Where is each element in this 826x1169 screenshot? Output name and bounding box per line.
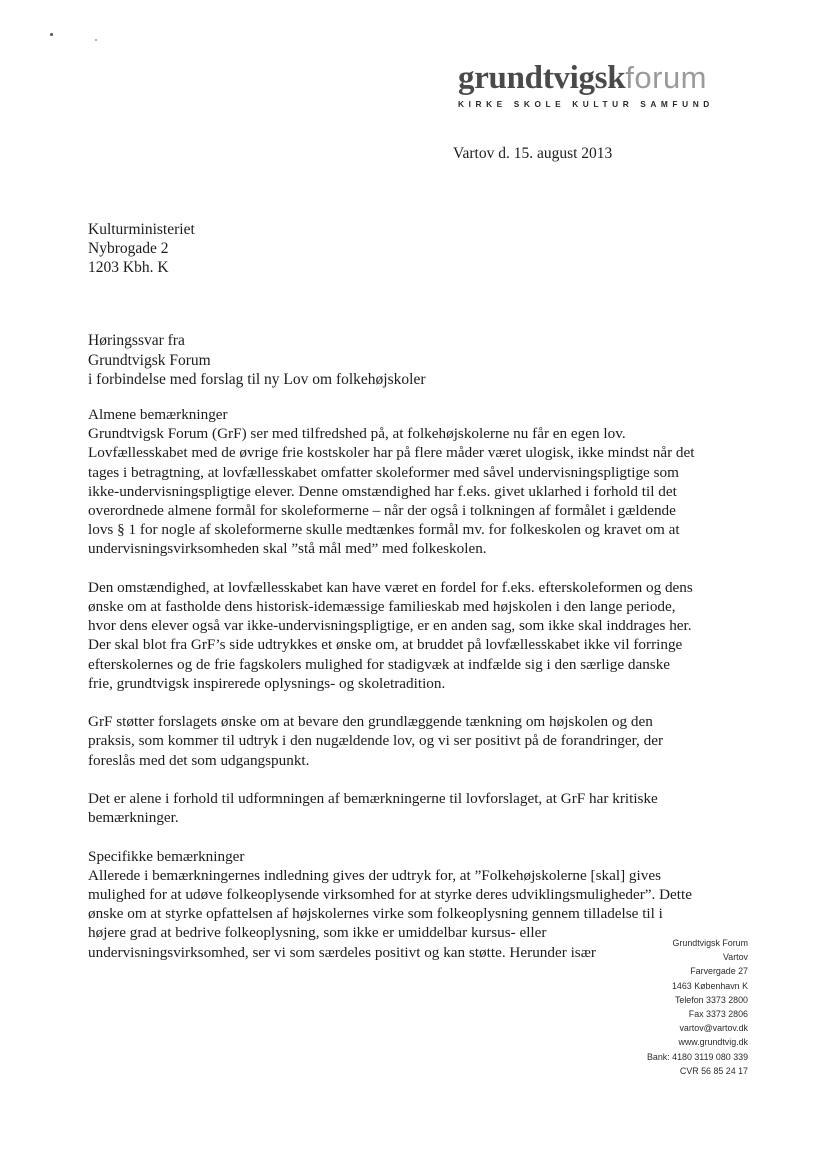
recipient-line: Kulturministeriet: [88, 221, 195, 238]
paragraph-line: lovs § 1 for nogle af skoleformerne skulle medtænkes formål mv. for folkeskolen og kravet om at: [88, 521, 680, 539]
letter-subject: [88, 331, 426, 390]
subject-line: Høringssvar fra: [88, 332, 185, 349]
paragraph-line: overordnede almene formål for skoleformerne – når der også i tolkningen af formålet i gældende: [88, 502, 676, 520]
footer-line: Bank: 4180 3119 080 339: [647, 1051, 748, 1062]
paragraph-line: tages i betragtning, at lovfællesskabet omfatter skoleformer med såvel undervisningspligtige som: [88, 463, 679, 481]
logo-light-text: forum: [625, 60, 708, 95]
section-heading-specific: Specifikke bemærkninger: [88, 847, 245, 865]
paragraph-line: bemærkninger.: [88, 809, 179, 827]
paragraph-line: hvor dens elever også var ikke-undervisningspligtige, er en anden sag, som ikke skal inddrages her.: [88, 617, 692, 635]
paragraph-line: ikke-undervisningspligtige elever. Denne omstændighed har f.eks. givet uklarhed i forhold til det: [88, 482, 677, 500]
letter-body: [88, 405, 728, 962]
sender-footer: [647, 936, 748, 1078]
paragraph-line: undervisningsvirksomhed, ser vi som særdeles positivt og kan støtte. Herunder især: [88, 943, 596, 961]
paragraph-line: Der skal blot fra GrF’s side udtrykkes et ønske om, at bruddet på lovfællesskabet ikke vil forringe: [88, 636, 683, 654]
scan-speck: [95, 39, 97, 41]
paragraph-line: efterskolernes og de frie fagskolers mulighed for stadigvæk at indfælde sig i den særlige danske: [88, 655, 671, 673]
footer-line: Fax 3373 2806: [688, 1009, 748, 1020]
footer-line: vartov@vartov.dk: [679, 1023, 748, 1034]
paragraph-line: praksis, som kommer til udtryk i den nugældende lov, og vi ser positivt på de forandringer, der: [88, 732, 664, 750]
paragraph-line: Det er alene i forhold til udformningen af bemærkningerne til lovforslaget, at GrF har kritiske: [88, 790, 658, 808]
logo-main-text: grundtvigsk: [458, 60, 626, 96]
paragraph-line: ønske om at fastholde dens historisk-idemæssige familieskab med højskolen i den lange periode,: [88, 598, 676, 616]
footer-line: Farvergade 27: [690, 966, 748, 977]
paragraph-line: frie, grundtvigsk inspirerede oplysnings- og skoletradition.: [88, 674, 446, 692]
letterhead-logo: [458, 60, 728, 109]
paragraph: [88, 424, 728, 558]
paragraph-line: Grundtvigsk Forum (GrF) ser med tilfredshed på, at folkehøjskolerne nu får en egen lov.: [88, 425, 626, 443]
paragraph: [88, 578, 728, 693]
footer-line: CVR 56 85 24 17: [679, 1065, 748, 1076]
subject-line: Grundtvigsk Forum: [88, 351, 211, 369]
paragraph: [88, 712, 728, 770]
paragraph-line: Den omstændighed, at lovfællesskabet kan have været en fordel for f.eks. efterskoleformen og dens: [88, 578, 693, 596]
recipient-address: [88, 220, 195, 277]
logo-wordmark: [458, 60, 728, 96]
footer-line: Grundtvigsk Forum: [672, 938, 748, 948]
paragraph-line: Lovfællesskabet med de øvrige frie kostskoler har på flere måder været ulogisk, ikke mindst når det: [88, 444, 695, 462]
paragraph-line: Allerede i bemærkningernes indledning gives der udtryk for, at ”Folkehøjskolerne [skal] gives: [88, 866, 661, 884]
subject-line: i forbindelse med forslag til ny Lov om folkehøjskoler: [88, 371, 426, 388]
paragraph-line: mulighed for at udøve folkeoplysende virksomhed for at styrke deres udviklingsmuligheder”. Dette: [88, 886, 692, 904]
footer-line: Telefon 3373 2800: [674, 994, 748, 1005]
scan-speck: [50, 33, 53, 36]
paragraph-line: foreslås med det som udgangspunkt.: [88, 751, 310, 769]
paragraph: [88, 866, 728, 962]
paragraph: [88, 789, 728, 827]
paragraph-line: undervisningsvirksomheden skal ”stå mål med” med folkeskolen.: [88, 540, 487, 558]
section-heading-general: Almene bemærkninger: [88, 406, 228, 423]
paragraph-line: ønske om at styrke opfattelsen af højskolernes virke som folkeoplysning gennem tilladelse til i: [88, 905, 663, 923]
paragraph-line: højere grad at bedrive folkeoplysning, som ikke er umiddelbar kursus- eller: [88, 924, 547, 942]
footer-line: Vartov: [723, 952, 748, 963]
footer-line: 1463 København K: [672, 980, 748, 991]
recipient-line: Nybrogade 2: [88, 240, 169, 257]
footer-line: www.grundtvig.dk: [678, 1037, 748, 1048]
paragraph-line: GrF støtter forslagets ønske om at bevare den grundlæggende tænkning om højskolen og den: [88, 713, 653, 731]
logo-tagline: KIRKE SKOLE KULTUR SAMFUND: [458, 99, 714, 109]
recipient-line: 1203 Kbh. K: [88, 259, 169, 276]
letter-date: Vartov d. 15. august 2013: [453, 145, 613, 162]
